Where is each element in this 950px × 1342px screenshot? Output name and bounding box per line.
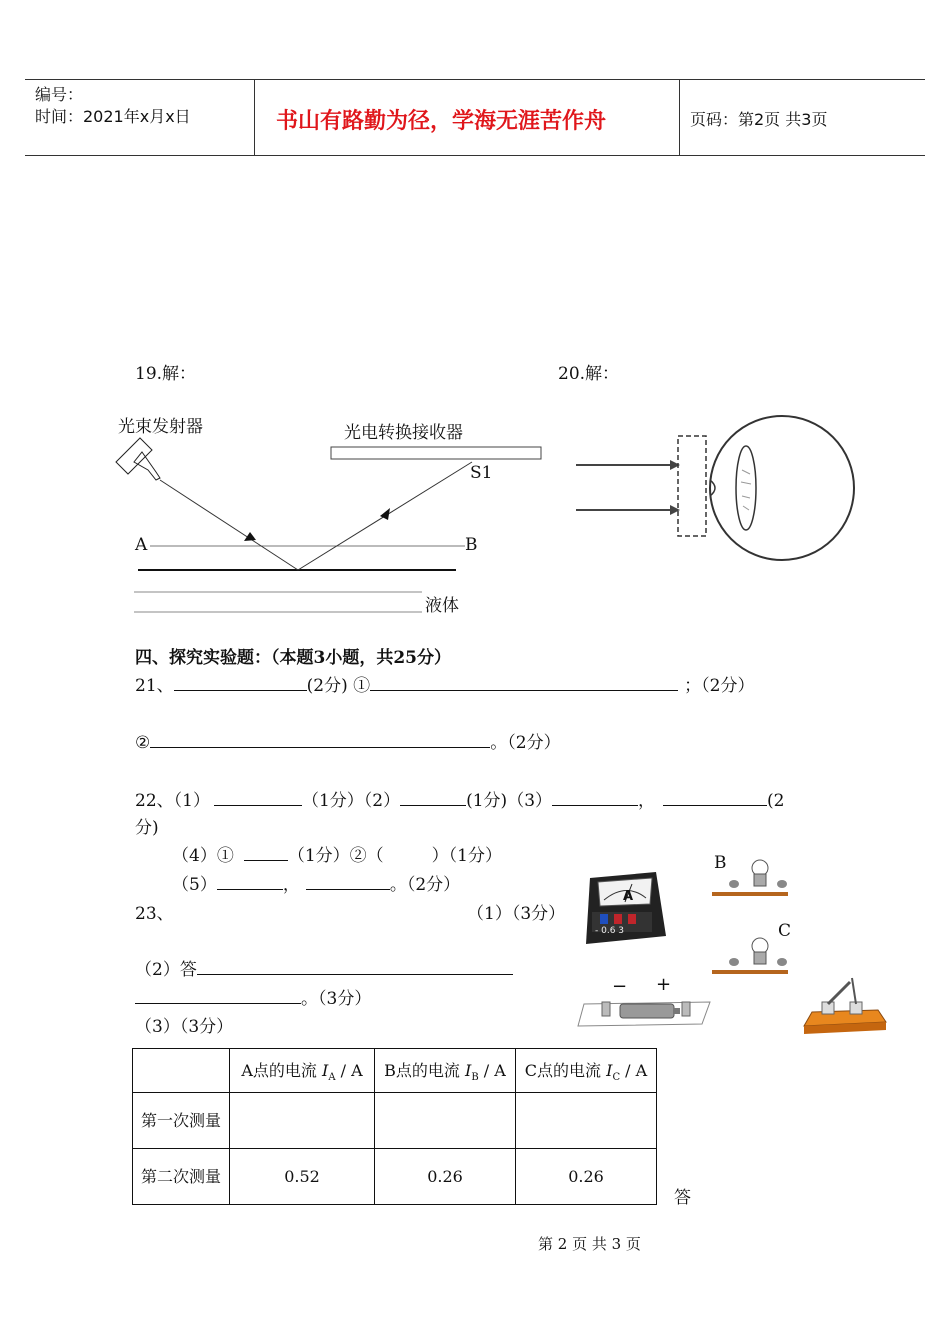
q22-blank-5[interactable] [244, 844, 288, 861]
q22-blank-4[interactable] [663, 789, 767, 806]
s1-label: S1 [470, 463, 493, 483]
q23-p3: （3）（3分） [135, 1017, 234, 1037]
header-top-rule [25, 79, 925, 80]
q23-score-1: （1）（3分） [467, 904, 566, 924]
motto: 书山有路勤为径，学海无涯苦作舟 [276, 109, 607, 134]
header-divider-1 [254, 79, 255, 155]
q21-blank-2[interactable] [370, 674, 678, 691]
row-2-c: 0.26 [516, 1149, 657, 1205]
lens-box [678, 436, 706, 536]
page-info: 页码：第2页 共3页 [690, 110, 828, 129]
emitter-label: 光束发射器 [118, 417, 203, 437]
q22-comma-5: ， [282, 875, 300, 895]
row-label: 第一次测量 [133, 1093, 230, 1149]
q21-num: 21、 [135, 676, 174, 696]
liquid-label: 液体 [425, 596, 459, 616]
receiver-label: 光电转换接收器 [344, 423, 463, 443]
q22-blank-2[interactable] [400, 789, 466, 806]
row-2-b: 0.26 [375, 1149, 516, 1205]
row-label: 第二次测量 [133, 1149, 230, 1205]
bulb-b-icon [712, 852, 792, 900]
q23-line-2 [135, 955, 513, 980]
q21-blank-3[interactable] [150, 731, 490, 748]
header-cell-c: C点的电流 $I_C$ / A [516, 1049, 657, 1093]
q19-label: 19.解： [135, 364, 197, 384]
q23-num: 23、 [135, 904, 174, 924]
q22-line-5 [172, 870, 460, 895]
ammeter-letter: A [623, 889, 634, 904]
q21-circle-2: ② [135, 733, 151, 753]
number-label: 编号： [35, 85, 84, 104]
q23-p2: （2）答 [135, 960, 197, 980]
q22-s4: （1分）②（ [287, 846, 384, 866]
table-row [133, 1093, 657, 1149]
battery-plus: + [656, 974, 672, 995]
q22-s3: (2 [767, 791, 785, 811]
q22-p5: （5） [172, 875, 217, 895]
q21-score-3: 。（2分） [490, 733, 561, 753]
q21-score-2: ；（2分） [684, 676, 755, 696]
row-1-a[interactable] [230, 1093, 375, 1149]
row-2-a: 0.52 [230, 1149, 375, 1205]
emitter-icon [116, 438, 160, 480]
q20-label: 20.解： [558, 364, 620, 384]
q22-blank-3[interactable] [552, 789, 638, 806]
header-divider-2 [679, 79, 680, 155]
bulb-b-label: B [714, 853, 727, 873]
point-a-label: A [135, 535, 148, 555]
reflection-diagram [100, 430, 560, 620]
q22-p1: （1） [173, 791, 210, 811]
header-cell-b: B点的电流 $I_B$ / A [375, 1049, 516, 1093]
q22-s3b: 分) [135, 818, 159, 838]
q22-num: 22、 [135, 791, 174, 811]
q21-score-1: (2分) ① [306, 676, 371, 696]
eye-diagram [570, 410, 860, 570]
q23-score-2: 。（3分） [301, 989, 372, 1009]
header-bottom-rule [25, 155, 925, 156]
receiver-bar [331, 447, 541, 459]
q23-line-3 [135, 984, 371, 1009]
eyeball-icon [710, 416, 854, 560]
incident-ray [160, 480, 298, 570]
q22-s4b: ）（1分） [431, 846, 502, 866]
q23-blank-2[interactable] [135, 987, 301, 1004]
q23-answer-label: 答 [674, 1188, 691, 1208]
eye-lens-icon [736, 446, 756, 530]
q22-p4: （4）① [172, 846, 234, 866]
q22-s1: （1分）（2） [301, 791, 401, 811]
row-1-b[interactable] [375, 1093, 516, 1149]
q22-blank-1[interactable] [214, 789, 302, 806]
q22-comma: ， [638, 791, 656, 811]
current-table [132, 1048, 657, 1205]
q21-line-2 [135, 728, 561, 753]
q23-blank-1[interactable] [197, 958, 513, 975]
q22-blank-7[interactable] [306, 873, 390, 890]
time-label: 时间：2021年x月x日 [35, 107, 191, 126]
q21-blank-1[interactable] [174, 674, 307, 691]
battery-icon [576, 996, 712, 1030]
header-cell-empty [133, 1049, 230, 1093]
q22-line-1 [135, 786, 784, 811]
switch-icon [800, 972, 890, 1034]
battery-minus: − [612, 976, 628, 997]
bulb-c-icon [712, 930, 792, 978]
q21-line-1 [135, 671, 754, 696]
header-cell-a: A点的电流 $I_A$ / A [230, 1049, 375, 1093]
q22-s2: (1分)（3） [466, 791, 553, 811]
page-footer: 第 2 页 共 3 页 [538, 1235, 641, 1253]
section-4-title: 四、探究实验题：（本题3小题，共25分） [135, 648, 451, 668]
q22-s5: 。（2分） [389, 875, 461, 895]
q22-blank-6[interactable] [217, 873, 283, 890]
point-b-label: B [465, 535, 478, 555]
ammeter-icon [580, 868, 670, 948]
table-row [133, 1149, 657, 1205]
bulb-c-label: C [778, 921, 792, 941]
ammeter-terminals: - 0.6 3 [595, 926, 625, 936]
table-header-row [133, 1049, 657, 1093]
row-1-c[interactable] [516, 1093, 657, 1149]
q22-line-4 [172, 841, 502, 866]
